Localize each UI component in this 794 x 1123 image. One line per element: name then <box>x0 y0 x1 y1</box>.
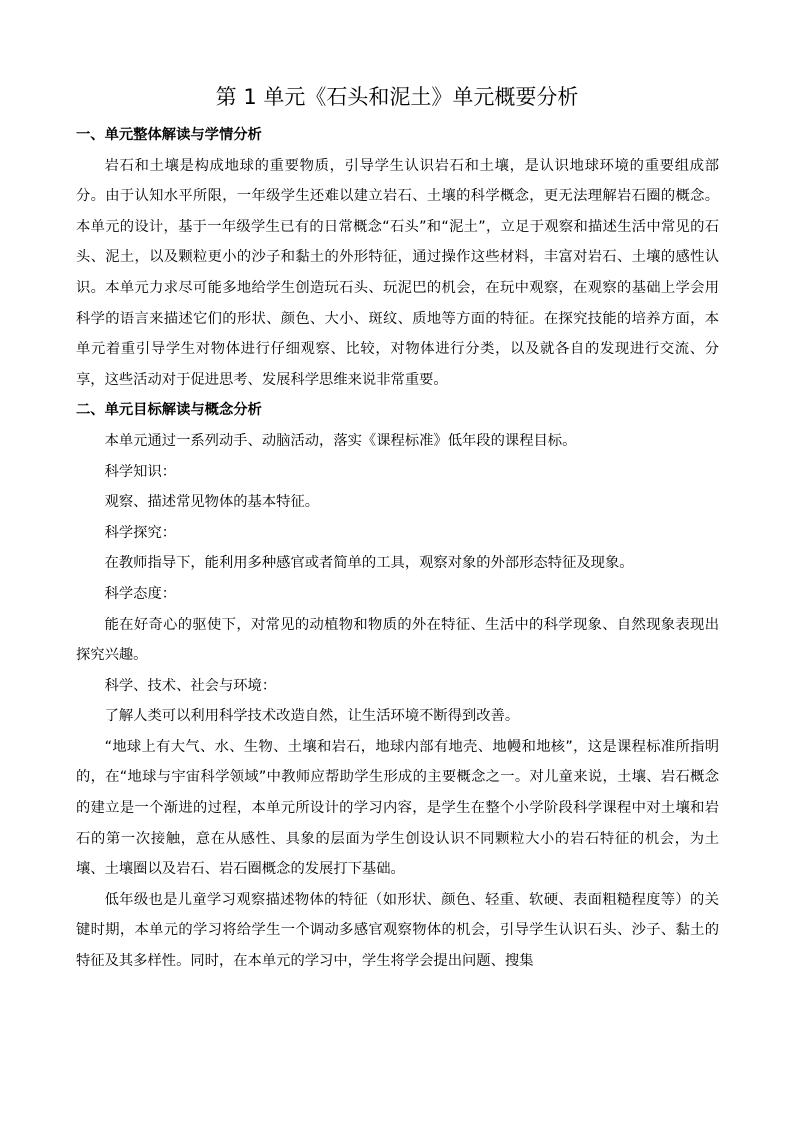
text-science-knowledge: 观察、描述常见物体的基本特征。 <box>104 494 320 511</box>
label-science-inquiry: 科学探究： <box>104 524 177 541</box>
label-stse: 科学、技术、社会与环境： <box>104 677 277 694</box>
section-heading-overview: 一、单元整体解读与学情分析 <box>76 127 262 143</box>
paragraph-overview: 岩石和土壤是构成地球的重要物质，引导学生认识岩石和土壤，是认识地球环境的重要组成部分。由于认知水平所限，一年级学生还难以建立岩石、土壤的科学概念，更无法理解岩石圈的概念。本单元的设计，基于一年级学生已有的日常概念“石头”和“泥土”，立足于观察和描述生活中常见的石头、泥土，以及颗粒更小的沙子和黏土的外形特征，通过操作这些材料，丰富对岩石、土壤的感性认识。本单元力求尽可能多地给学生创造玩石头、玩泥巴的机会，在玩中观察，在观察的基础上学会用科学的语言来描述它们的形状、颜色、大小、斑纹、质地等方面的特征。在探究技能的培养方面，本单元着重引导学生对物体进行仔细观察、比较，对物体进行分类，以及就各自的发现进行交流、分享，这些活动对于促进思考、发展科学思维来说非常重要。 <box>76 157 719 388</box>
label-science-attitude: 科学态度： <box>104 585 177 602</box>
paragraph-lower-grade: 低年级也是儿童学习观察描述物体的特征（如形状、颜色、轻重、软硬、表面粗糙程度等）的关键时期，本单元的学习将给学生一个调动多感官观察物体的机会，引导学生认识石头、沙子、黏土的特征及其多样性。同时，在本单元的学习中，学生将学会提出问题、搜集 <box>76 891 719 970</box>
paragraph-objectives-intro: 本单元通过一系列动手、动脑活动，落实《课程标准》低年段的课程目标。 <box>104 432 577 449</box>
document-body <box>76 120 719 977</box>
text-stse: 了解人类可以利用科学技术改造自然，让生活环境不断得到改善。 <box>104 708 520 725</box>
paragraph-core-concept: “地球上有大气、水、生物、土壤和岩石，地球内部有地壳、地幔和地核”，这是课程标准所指明的，在“地球与宇宙科学领域”中教师应帮助学生形成的主要概念之一。对儿童来说，土壤、岩石概念的建立是一个渐进的过程，本单元所设计的学习内容，是学生在整个小学阶段科学课程中对土壤和岩石的第一次接触，意在从感性、具象的层面为学生创设认识不同颗粒大小的岩石特征的机会，为土壤、土壤圈以及岩石、岩石圈概念的发展打下基础。 <box>76 738 719 878</box>
label-science-knowledge: 科学知识： <box>104 463 177 480</box>
text-science-inquiry: 在教师指导下，能利用多种感官或者简单的工具，观察对象的外部形态特征及现象。 <box>104 555 634 572</box>
section-heading-objectives: 二、单元目标解读与概念分析 <box>76 402 262 419</box>
page-title: 第 1 单元《石头和泥土》单元概要分析 <box>215 85 579 109</box>
text-science-attitude: 能在好奇心的驱使下，对常见的动植物和物质的外在特征、生活中的科学现象、自然现象表现出探究兴趣。 <box>76 616 719 664</box>
